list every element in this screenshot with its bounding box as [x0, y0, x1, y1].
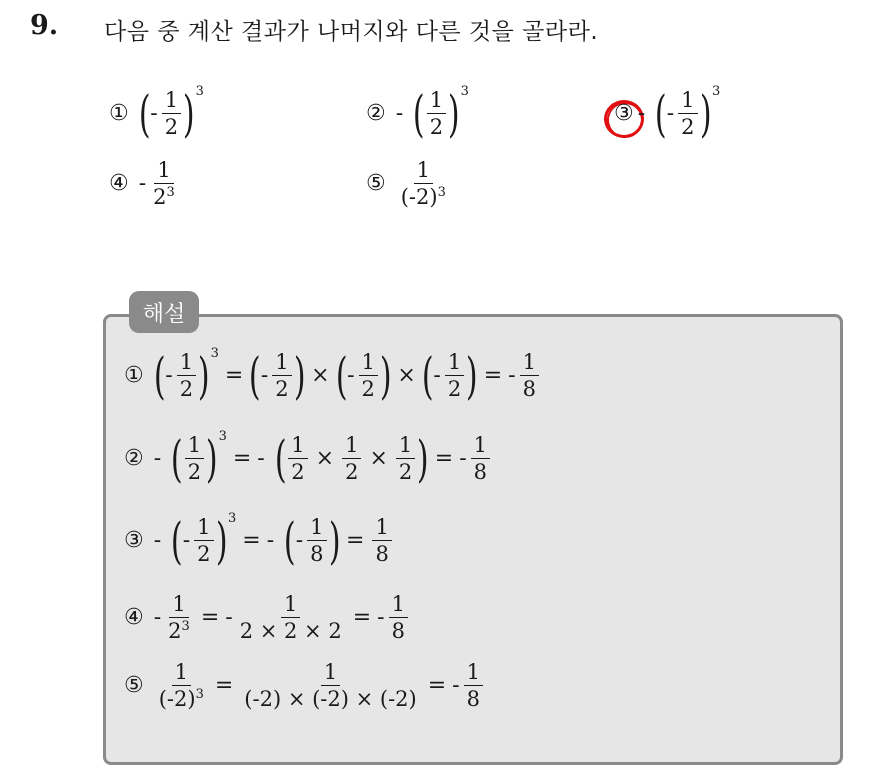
minus-sign: -	[637, 101, 646, 127]
numerator: 1	[154, 158, 173, 184]
fraction	[372, 515, 391, 566]
question-text: 다음 중 계산 결과가 나머지와 다른 것을 골라라.	[104, 19, 599, 45]
minus-sign: -	[377, 605, 385, 631]
equals-sign: =	[352, 605, 372, 631]
fraction	[464, 660, 483, 711]
fraction	[156, 660, 207, 711]
minus-sign: -	[153, 446, 162, 472]
denominator: 8	[466, 687, 480, 712]
denominator: 2 × 2 × 2	[239, 619, 342, 644]
numerator: 1	[678, 88, 697, 114]
fraction	[237, 592, 345, 643]
numerator: 1	[372, 515, 391, 541]
right-paren: )	[328, 511, 341, 570]
fraction	[150, 158, 178, 209]
denominator: (-2) × (-2) × (-2)	[244, 687, 417, 712]
choice-2[interactable]	[366, 84, 469, 143]
fraction	[162, 88, 181, 139]
right-paren: )	[205, 429, 218, 488]
choice-5[interactable]	[366, 158, 451, 209]
choice-4-label: ④	[109, 171, 129, 197]
minus-sign: -	[165, 363, 173, 389]
minus-sign: -	[153, 605, 162, 631]
numerator: 1	[185, 433, 204, 459]
denominator: 2	[361, 377, 375, 402]
right-paren: )	[699, 84, 712, 143]
fraction	[445, 350, 464, 401]
numerator: 1	[427, 88, 446, 114]
exponent: 3	[460, 84, 469, 99]
denominator: 8	[522, 377, 536, 402]
denominator: 8	[473, 460, 488, 485]
right-paren: )	[215, 511, 228, 570]
denominator	[165, 618, 193, 643]
fraction	[272, 350, 291, 401]
equals-sign: =	[346, 528, 365, 554]
line-1-label: ①	[124, 363, 144, 389]
right-paren: )	[417, 429, 429, 488]
numerator: 1	[520, 350, 539, 376]
exponent: 3	[712, 84, 721, 99]
base: (-2)	[158, 687, 196, 712]
solution-line-1	[124, 346, 541, 405]
choice-4[interactable]	[109, 158, 180, 209]
equals-sign: =	[232, 446, 252, 472]
denominator: 8	[375, 542, 389, 567]
denominator: 2	[447, 377, 462, 402]
denominator: 2	[398, 460, 413, 485]
minus-sign: -	[266, 528, 275, 554]
times-sign: ×	[315, 446, 335, 472]
fraction	[471, 433, 490, 484]
right-paren: )	[197, 346, 210, 405]
numerator: 1	[177, 350, 196, 376]
left-paren: (	[171, 511, 183, 570]
denominator: 2	[197, 542, 211, 567]
left-paren: (	[138, 84, 151, 143]
equals-sign: =	[242, 528, 261, 554]
equals-sign: =	[224, 363, 244, 389]
exponent: 3	[210, 346, 219, 361]
minus-sign: -	[138, 171, 147, 197]
line-5-label: ⑤	[124, 673, 144, 699]
denominator: 2	[345, 460, 359, 485]
fraction	[185, 433, 204, 484]
equals-sign: =	[434, 446, 454, 472]
fraction	[398, 158, 449, 209]
minus-sign: -	[260, 363, 269, 389]
fraction	[307, 515, 326, 566]
exponent: 3	[166, 185, 175, 201]
minus-sign: -	[395, 101, 404, 127]
times-sign: ×	[311, 363, 330, 389]
numerator: 1	[445, 350, 464, 376]
right-paren: )	[379, 346, 392, 405]
question-number: 9.	[30, 10, 59, 41]
denominator	[398, 184, 449, 209]
exponent: 3	[218, 429, 227, 444]
numerator: 1	[162, 88, 181, 114]
choice-5-label: ⑤	[366, 171, 386, 197]
left-paren: (	[335, 346, 348, 405]
minus-sign: -	[225, 605, 233, 631]
numerator: 1	[272, 350, 291, 376]
left-paren: (	[274, 429, 287, 488]
fraction	[359, 350, 378, 401]
fraction	[177, 350, 196, 401]
inner-minus-sign: -	[666, 101, 675, 127]
minus-sign: -	[182, 528, 191, 554]
choice-1-label: ①	[109, 101, 129, 127]
choice-1[interactable]	[109, 84, 204, 143]
denominator: 8	[391, 619, 405, 644]
line-3-label: ③	[124, 528, 144, 554]
exponent: 3	[195, 84, 204, 99]
solution-line-3	[124, 511, 394, 570]
fraction	[241, 660, 419, 711]
base: 2	[168, 619, 182, 644]
minus-sign: -	[508, 363, 516, 389]
minus-sign: -	[153, 528, 162, 554]
solution-tag: 해설	[129, 291, 199, 333]
fraction	[288, 433, 307, 484]
denominator: 2	[164, 115, 179, 140]
choice-3-label: ③	[614, 101, 634, 127]
denominator: 2	[681, 115, 695, 140]
numerator: 1	[464, 660, 483, 686]
solution-line-2	[124, 429, 492, 488]
numerator: 1	[342, 433, 361, 459]
left-paren: (	[153, 346, 166, 405]
fraction	[194, 515, 213, 566]
right-paren: )	[293, 346, 306, 405]
denominator	[156, 686, 207, 711]
exponent: 3	[181, 619, 190, 635]
right-paren: )	[466, 346, 478, 405]
numerator: 1	[414, 158, 433, 184]
left-paren: (	[413, 84, 425, 143]
denominator: 2	[275, 377, 289, 402]
right-paren: )	[182, 84, 195, 143]
left-paren: (	[655, 84, 667, 143]
numerator: 1	[389, 592, 408, 618]
times-sign: ×	[369, 446, 388, 472]
minus-sign: -	[459, 446, 467, 472]
denominator: 2	[429, 115, 444, 140]
minus-sign: -	[257, 446, 265, 472]
numerator: 1	[194, 515, 213, 541]
left-paren: (	[284, 511, 296, 570]
choice-3[interactable]	[614, 84, 721, 143]
fraction	[678, 88, 697, 139]
denominator: 2	[291, 460, 305, 485]
exponent: 3	[437, 185, 446, 201]
fraction	[427, 88, 446, 139]
numerator: 1	[396, 433, 415, 459]
times-sign: ×	[397, 363, 416, 389]
base: 2	[153, 185, 167, 210]
fraction	[389, 592, 408, 643]
denominator: 8	[310, 542, 324, 567]
numerator: 1	[321, 660, 340, 686]
numerator: 1	[359, 350, 378, 376]
numerator: 1	[172, 660, 191, 686]
solution-line-4	[124, 592, 410, 643]
fraction	[342, 433, 361, 484]
exponent: 3	[228, 511, 237, 526]
equals-sign: =	[214, 673, 234, 699]
fraction	[520, 350, 539, 401]
numerator: 1	[281, 592, 300, 618]
minus-sign: -	[452, 673, 460, 699]
solution-line-5	[124, 660, 485, 711]
numerator: 1	[288, 433, 307, 459]
base: (-2)	[400, 185, 438, 210]
equals-sign: =	[200, 605, 220, 631]
minus-sign: -	[347, 363, 355, 389]
fraction	[165, 592, 193, 643]
minus-sign: -	[295, 528, 304, 554]
minus-sign: -	[150, 101, 158, 127]
numerator: 1	[169, 592, 188, 618]
numerator: 1	[307, 515, 326, 541]
choice-2-label: ②	[366, 101, 386, 127]
fraction	[396, 433, 415, 484]
minus-sign: -	[433, 363, 441, 389]
denominator	[150, 184, 178, 209]
left-paren: (	[171, 429, 183, 488]
equals-sign: =	[483, 363, 503, 389]
line-4-label: ④	[124, 605, 144, 631]
numerator: 1	[471, 433, 490, 459]
equals-sign: =	[427, 673, 447, 699]
denominator: 2	[179, 377, 194, 402]
denominator: 2	[187, 460, 202, 485]
exponent: 3	[195, 687, 204, 703]
line-2-label: ②	[124, 446, 144, 472]
left-paren: (	[249, 346, 261, 405]
right-paren: )	[447, 84, 460, 143]
left-paren: (	[421, 346, 434, 405]
